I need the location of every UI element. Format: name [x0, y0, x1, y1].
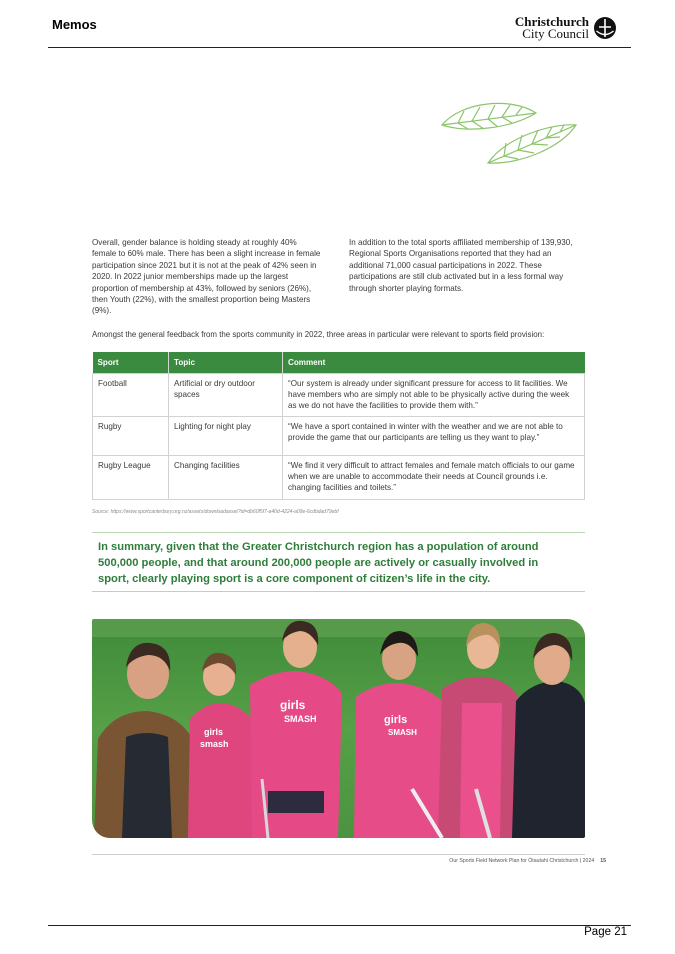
footer-rule: [92, 854, 585, 855]
table-header-row: [93, 352, 585, 374]
page-number: Page 21: [584, 926, 627, 938]
document-footer-title: Our Sports Field Network Plan for Ōtautahi Christchurch | 2024: [449, 858, 595, 864]
logo-line2: City Council: [522, 26, 589, 41]
table-intro: Amongst the general feedback from the sports community in 2022, three areas in particular were relevant to sports field provision:: [92, 330, 545, 339]
leaves-decoration-icon: [440, 95, 580, 170]
header-comment: Comment: [283, 352, 585, 374]
cell-sport: Football: [93, 374, 169, 417]
svg-text:SMASH: SMASH: [388, 728, 417, 737]
document-footer: [449, 858, 606, 864]
svg-text:girls: girls: [204, 727, 224, 737]
cell-topic: Changing facilities: [169, 456, 283, 500]
svg-text:smash: smash: [200, 739, 229, 749]
header-sport: Sport: [93, 352, 169, 374]
svg-text:girls: girls: [384, 714, 408, 726]
cell-topic: Artificial or dry outdoor spaces: [169, 374, 283, 417]
council-emblem-icon: [593, 16, 617, 40]
cell-topic: Lighting for night play: [169, 417, 283, 456]
table-row: [93, 456, 585, 500]
document-page-number: 15: [600, 858, 606, 864]
summary-rule-bottom: [92, 591, 585, 592]
summary-callout: In summary, given that the Greater Christchurch region has a population of around 500,000 people, and that around 200,000 people are actively or casually involved in sport, clearly playing sport is a core component of citizen’s life in the city.: [98, 541, 539, 585]
logo-line1: Christchurch: [514, 14, 589, 29]
team-photo: [92, 619, 585, 838]
summary-rule-top: [92, 532, 585, 533]
feedback-table: [92, 352, 585, 500]
paragraph-left: Overall, gender balance is holding steady at roughly 40% female to 60% male. There has been a slight increase in female participation since 2021 but it is not at the peak of 42% seen in 2020. In 2022 junior memberships made up the largest proportion of membership at 43%, followed by seniors (26%), then Youth (22%), with the smallest proportion being Masters (9%).: [92, 238, 321, 316]
table-row: [93, 417, 585, 456]
council-logo: [515, 16, 617, 40]
header-topic: Topic: [169, 352, 283, 374]
shirt-text-smash: SMASH: [284, 714, 317, 724]
header-rule: [48, 47, 631, 48]
cell-comment: “We have a sport contained in winter with the weather and we are not able to provide the game that our participants are telling us they want to play.”: [283, 417, 585, 456]
cell-sport: Rugby League: [93, 456, 169, 500]
cell-comment: “We find it very difficult to attract females and female match officials to our game when we are unable to accommodate their needs at Council grounds i.e. changing facilities and toilets.”: [283, 456, 585, 500]
cell-sport: Rugby: [93, 417, 169, 456]
table-row: [93, 374, 585, 417]
shirt-text-girls: girls: [280, 698, 306, 712]
cell-comment: “Our system is already under significant pressure for access to lit facilities. We have members who are simply not able to be physically active during the week as we do not have the facilities to provide them with.”: [283, 374, 585, 417]
bottom-rule: [48, 925, 631, 926]
memos-label: Memos: [52, 17, 97, 32]
source-note: Source: https://www.sportcanterbury.org.nz/assets/downloadasset?id=db60f5f7-a40d-4224-a09e-6cdbdad79ebf: [92, 509, 339, 515]
paragraph-right: In addition to the total sports affiliated membership of 139,930, Regional Sports Organisations reported that they had an additional 71,000 casual participations in 2022. These participations are still club activated but in a less formal way through shorter playing formats.: [349, 238, 573, 293]
